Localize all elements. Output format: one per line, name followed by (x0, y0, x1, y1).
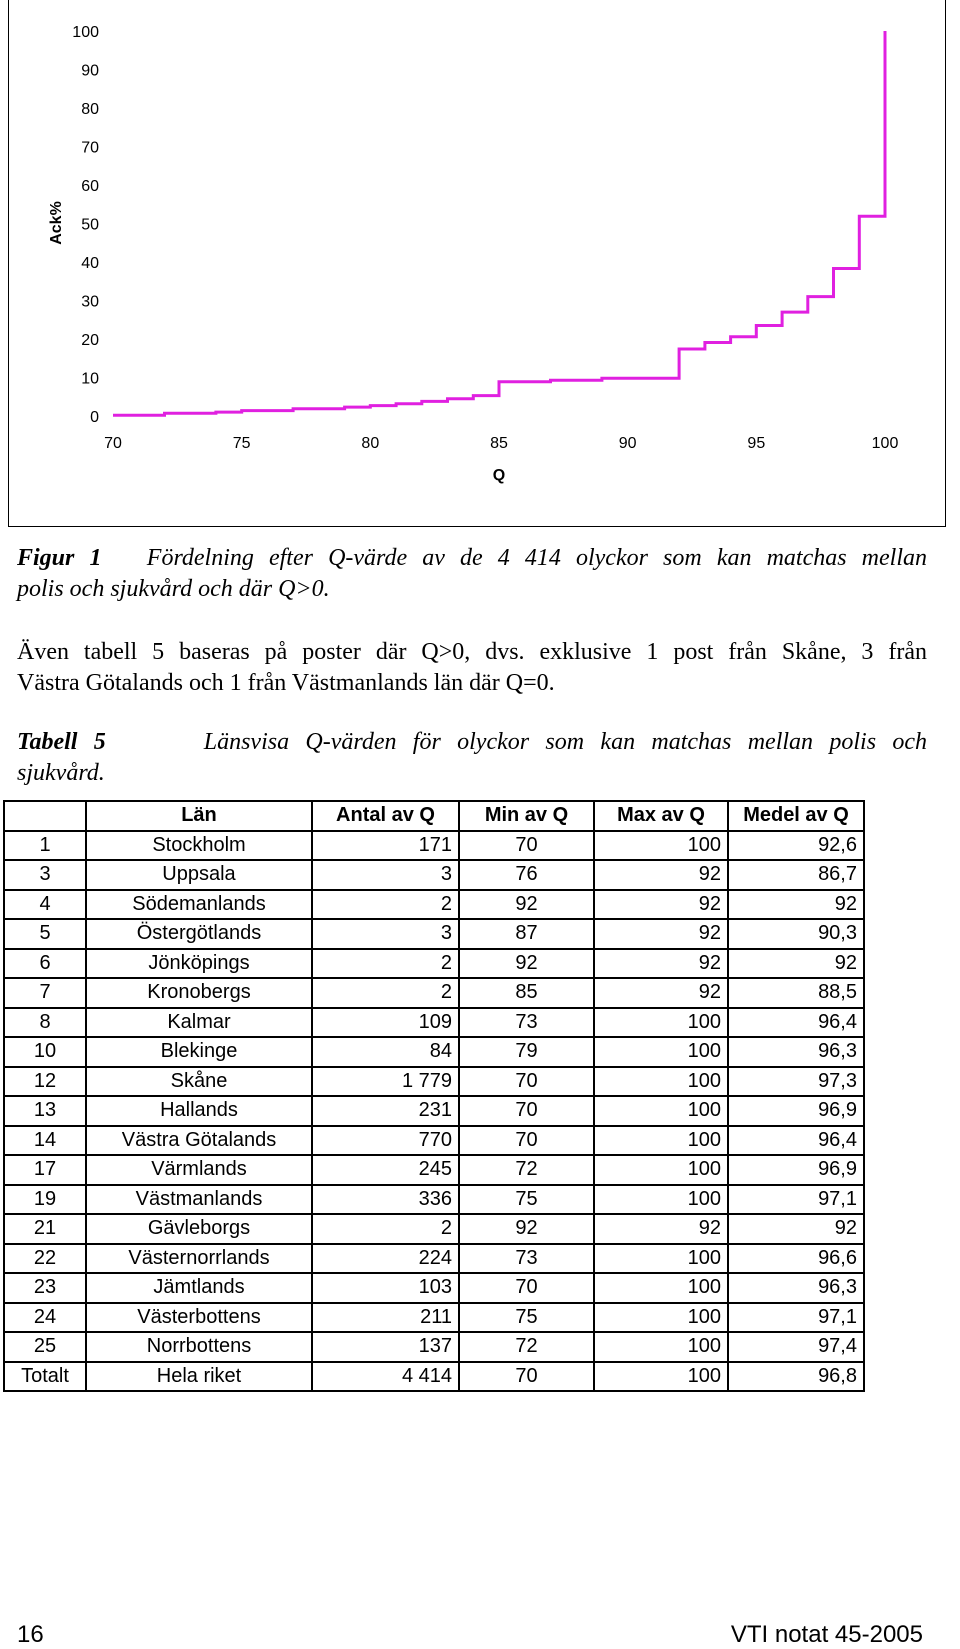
cell-min: 70 (459, 1273, 594, 1303)
cell-lan: Kalmar (86, 1008, 312, 1038)
cell-lan: Hallands (86, 1096, 312, 1126)
paragraph-line1: Även tabell 5 baseras på poster där Q>0, dvs. exklusive 1 post från Skåne, 3 från (17, 639, 927, 665)
cell-max: 100 (594, 1126, 728, 1156)
cell-max: 100 (594, 1185, 728, 1215)
figure-chart (8, 0, 946, 527)
cell-no: Totalt (4, 1362, 86, 1392)
table-caption-text1: Länsvisa Q-värden för olyckor som kan matchas mellan polis och (203, 729, 928, 755)
x-tick-label: 85 (490, 435, 508, 452)
cell-min: 73 (459, 1008, 594, 1038)
table-row (4, 890, 864, 920)
table-row (4, 949, 864, 979)
cell-antal: 3 (312, 860, 459, 890)
y-tick-label: 30 (81, 293, 99, 311)
y-tick-label: 70 (81, 139, 99, 157)
cell-no: 12 (4, 1067, 86, 1097)
table-row (4, 1126, 864, 1156)
cell-medel: 92 (728, 890, 864, 920)
cell-min: 75 (459, 1185, 594, 1215)
cell-lan: Västernorrlands (86, 1244, 312, 1274)
cell-min: 73 (459, 1244, 594, 1274)
header-max: Max av Q (594, 801, 728, 831)
figure-caption-text2: polis och sjukvård och där Q>0. (17, 576, 330, 602)
page-number: 16 (17, 1621, 44, 1648)
cell-no: 19 (4, 1185, 86, 1215)
cell-no: 22 (4, 1244, 86, 1274)
table-row (4, 1037, 864, 1067)
cell-antal: 109 (312, 1008, 459, 1038)
publication-id: VTI notat 45-2005 (730, 1621, 923, 1648)
y-tick-label: 10 (81, 370, 99, 388)
x-tick-label: 100 (871, 435, 899, 452)
x-axis-label: Q (492, 467, 506, 484)
cell-min: 70 (459, 831, 594, 861)
table-row (4, 1185, 864, 1215)
cell-no: 14 (4, 1126, 86, 1156)
x-tick-label: 90 (618, 435, 637, 452)
cell-min: 72 (459, 1332, 594, 1362)
cell-max: 92 (594, 890, 728, 920)
cell-min: 92 (459, 949, 594, 979)
table-header-row (4, 801, 864, 831)
cell-antal: 211 (312, 1303, 459, 1333)
cell-no: 13 (4, 1096, 86, 1126)
cell-min: 87 (459, 919, 594, 949)
cell-antal: 103 (312, 1273, 459, 1303)
cell-no: 23 (4, 1273, 86, 1303)
cell-min: 79 (459, 1037, 594, 1067)
y-tick-label: 100 (72, 24, 99, 41)
cell-lan: Västerbottens (86, 1303, 312, 1333)
cell-no: 21 (4, 1214, 86, 1244)
cell-medel: 86,7 (728, 860, 864, 890)
x-tick-label: 75 (232, 435, 251, 452)
cell-medel: 97,1 (728, 1185, 864, 1215)
figure-caption-text1: Fördelning efter Q-värde av de 4 414 olyckor som kan matchas mellan (146, 545, 927, 571)
table-row (4, 919, 864, 949)
cell-no: 8 (4, 1008, 86, 1038)
cell-antal: 231 (312, 1096, 459, 1126)
table-row (4, 860, 864, 890)
cell-no: 3 (4, 860, 86, 890)
table-row (4, 1244, 864, 1274)
cell-min: 85 (459, 978, 594, 1008)
cell-min: 76 (459, 860, 594, 890)
cell-min: 92 (459, 1214, 594, 1244)
cell-antal: 245 (312, 1155, 459, 1185)
y-tick-label: 90 (81, 62, 99, 80)
county-table (3, 800, 865, 1392)
cell-medel: 96,8 (728, 1362, 864, 1392)
table-row (4, 1096, 864, 1126)
cell-max: 100 (594, 1096, 728, 1126)
cell-lan: Stockholm (86, 831, 312, 861)
cell-medel: 88,5 (728, 978, 864, 1008)
cell-no: 25 (4, 1332, 86, 1362)
cell-antal: 2 (312, 890, 459, 920)
cell-lan: Södemanlands (86, 890, 312, 920)
cell-medel: 97,3 (728, 1067, 864, 1097)
cell-no: 24 (4, 1303, 86, 1333)
table-row (4, 1332, 864, 1362)
cell-max: 100 (594, 831, 728, 861)
y-tick-label: 20 (81, 332, 99, 349)
cell-lan: Östergötlands (86, 919, 312, 949)
cell-medel: 92,6 (728, 831, 864, 861)
cell-max: 92 (594, 919, 728, 949)
cell-medel: 96,4 (728, 1008, 864, 1038)
table-caption-label: Tabell 5 (17, 729, 106, 755)
header-medel: Medel av Q (728, 801, 864, 831)
cell-lan: Värmlands (86, 1155, 312, 1185)
y-tick-label: 0 (90, 409, 99, 426)
cell-antal: 4 414 (312, 1362, 459, 1392)
header-antal: Antal av Q (312, 801, 459, 831)
table-row (4, 1362, 864, 1392)
cell-max: 100 (594, 1332, 728, 1362)
header-no (4, 801, 86, 831)
cell-no: 1 (4, 831, 86, 861)
cell-max: 100 (594, 1067, 728, 1097)
x-tick-label: 80 (361, 435, 380, 452)
cell-lan: Blekinge (86, 1037, 312, 1067)
y-tick-label: 60 (81, 178, 99, 195)
cell-max: 100 (594, 1362, 728, 1392)
table-row (4, 1008, 864, 1038)
cell-max: 92 (594, 949, 728, 979)
cell-antal: 224 (312, 1244, 459, 1274)
cell-antal: 336 (312, 1185, 459, 1215)
cumulative-step-chart (9, 0, 947, 527)
cell-medel: 92 (728, 949, 864, 979)
cell-no: 7 (4, 978, 86, 1008)
cell-lan: Kronobergs (86, 978, 312, 1008)
table-row (4, 1067, 864, 1097)
cell-max: 92 (594, 1214, 728, 1244)
table-row (4, 1303, 864, 1333)
y-tick-label: 50 (81, 216, 99, 234)
cell-min: 70 (459, 1362, 594, 1392)
cell-lan: Västra Götalands (86, 1126, 312, 1156)
cell-lan: Skåne (86, 1067, 312, 1097)
cell-antal: 2 (312, 949, 459, 979)
cell-antal: 171 (312, 831, 459, 861)
cell-medel: 96,3 (728, 1037, 864, 1067)
cell-lan: Uppsala (86, 860, 312, 890)
table-caption-text2: sjukvård. (17, 760, 105, 786)
cell-lan: Västmanlands (86, 1185, 312, 1215)
cell-medel: 96,3 (728, 1273, 864, 1303)
cell-lan: Gävleborgs (86, 1214, 312, 1244)
table-row (4, 1214, 864, 1244)
table-body (4, 831, 864, 1392)
cell-antal: 2 (312, 1214, 459, 1244)
cell-max: 100 (594, 1037, 728, 1067)
cell-min: 92 (459, 890, 594, 920)
cell-antal: 84 (312, 1037, 459, 1067)
cell-medel: 92 (728, 1214, 864, 1244)
cell-antal: 2 (312, 978, 459, 1008)
cell-lan: Jönköpings (86, 949, 312, 979)
table-caption-line1 (17, 729, 927, 756)
cell-min: 75 (459, 1303, 594, 1333)
table-row (4, 831, 864, 861)
cell-lan: Jämtlands (86, 1273, 312, 1303)
cell-medel: 90,3 (728, 919, 864, 949)
header-min: Min av Q (459, 801, 594, 831)
cell-min: 70 (459, 1096, 594, 1126)
cell-max: 100 (594, 1155, 728, 1185)
cell-max: 100 (594, 1273, 728, 1303)
figure-caption-line1 (17, 543, 927, 574)
series-line-cumulative (113, 31, 885, 415)
cell-min: 70 (459, 1067, 594, 1097)
cell-max: 100 (594, 1244, 728, 1274)
cell-medel: 97,4 (728, 1332, 864, 1362)
cell-medel: 96,4 (728, 1126, 864, 1156)
y-axis-label: Ack% (48, 201, 65, 245)
cell-no: 5 (4, 919, 86, 949)
cell-antal: 1 779 (312, 1067, 459, 1097)
x-tick-label: 95 (747, 435, 766, 452)
cell-antal: 770 (312, 1126, 459, 1156)
cell-min: 72 (459, 1155, 594, 1185)
figure-caption-label: Figur 1 (17, 545, 102, 571)
y-tick-label: 80 (81, 101, 99, 118)
cell-medel: 96,9 (728, 1155, 864, 1185)
cell-lan: Norrbottens (86, 1332, 312, 1362)
cell-antal: 137 (312, 1332, 459, 1362)
cell-medel: 97,1 (728, 1303, 864, 1333)
paragraph-line2: Västra Götalands och 1 från Västmanlands län där Q=0. (17, 670, 555, 696)
cell-max: 92 (594, 978, 728, 1008)
cell-no: 17 (4, 1155, 86, 1185)
cell-no: 6 (4, 949, 86, 979)
cell-no: 4 (4, 890, 86, 920)
x-tick-label: 70 (104, 435, 122, 452)
header-lan: Län (86, 801, 312, 831)
cell-max: 100 (594, 1008, 728, 1038)
cell-medel: 96,9 (728, 1096, 864, 1126)
cell-antal: 3 (312, 919, 459, 949)
y-tick-label: 40 (81, 255, 99, 272)
cell-lan: Hela riket (86, 1362, 312, 1392)
table-row (4, 1273, 864, 1303)
cell-no: 10 (4, 1037, 86, 1067)
table-row (4, 1155, 864, 1185)
cell-medel: 96,6 (728, 1244, 864, 1274)
cell-max: 92 (594, 860, 728, 890)
cell-min: 70 (459, 1126, 594, 1156)
table-row (4, 978, 864, 1008)
cell-max: 100 (594, 1303, 728, 1333)
